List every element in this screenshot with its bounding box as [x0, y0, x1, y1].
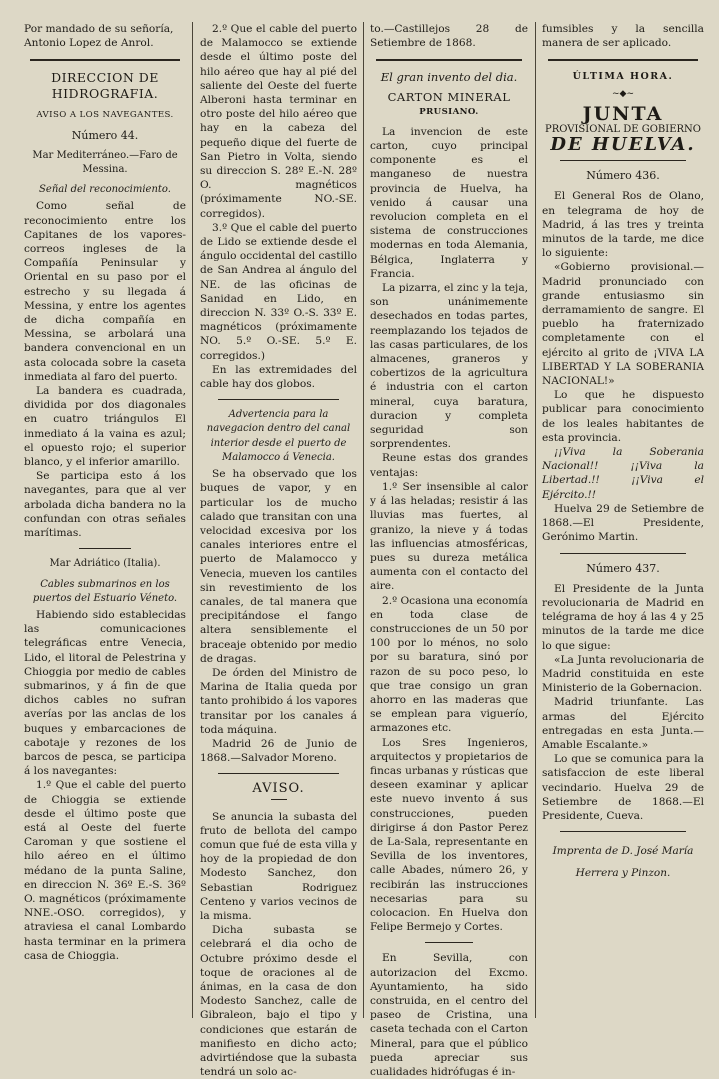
section-heading: DIRECCION DE HIDROGRAFIA. [51, 70, 159, 102]
date-signature: Huelva 29 de Setiembre de 1868.—El Presidente, Gerónimo Martin. [542, 502, 704, 544]
junta-heading: JUNTA [582, 102, 664, 125]
paragraph: ¡¡Viva la Soberania Nacional!! ¡¡Viva la Libertad.!! ¡¡Viva el Ejército.!! [542, 446, 704, 501]
column-2 [200, 22, 358, 1079]
ad-product-sub: PRUSIANO. [419, 106, 479, 117]
paragraph: «La Junta revolucionaria de Madrid constituida en este Ministerio de la Gobernacion. [542, 653, 704, 695]
sea-heading: Mar Adriático (Italia). [49, 558, 161, 570]
divider [560, 160, 686, 161]
paragraph: 2.º Que el cable del puerto de Malamocco se extiende desde el último poste del hilo aéreo que hay al pié del saliente del Oeste del fuerte Alberoni hasta terminar en otro poste del hilo aéreo que hay en la cabeza del pequeño dique del fuerte de San Pietro in Volta, siendo su direccion S. 28º E.-N. 28º O. magnéticos (próximamente NO.-SE. corregidos). [200, 23, 357, 220]
paragraph: Como señal de reconocimiento entre los Capitanes de los vapores-correos ingleses de la Compañía Peninsular y Oriental en su paso por el estrecho y su llegada á Messina, y entre los agentes de dicha compañía en Messina, se arbolará una bandera convencional en un asta colocada sobre la caseta inmediata al faro del puerto. [24, 200, 186, 383]
paragraph: Lo que se comunica para la satisfaccion de este liberal vecindario. Huelva 29 de Setiembre de 1868.—El Presidente, Cueva. [542, 753, 704, 822]
paragraph: Se anuncia la subasta del fruto de bellota del campo comun que fué de esta villa y hoy de la propiedad de don Modesto Sanchez, don Sebastian Rodriguez Centeno y varios vecinos de la misma. [200, 810, 357, 922]
signature-line: Antonio Lopez de Anrol. [24, 37, 154, 50]
paragraph: 1.º Que el cable del puerto de Chioggia se extiende desde el último poste que está al Oeste del fuerte Caroman y que sostiene el hilo aéreo en el último médano de la punta Saline, en direccion N. 36º E.-S. 36º O. magnéticos (próximamente NNE.-OSO. corregidos), y atraviesa el canal Lombardo hasta terminar en la primera casa de Chioggia. [24, 779, 186, 962]
column-4 [542, 22, 704, 1020]
column-divider [535, 22, 536, 1018]
huelva-heading: DE HUELVA. [550, 134, 696, 156]
notice-number: Número 44. [71, 128, 139, 142]
divider [79, 548, 131, 549]
printer-line: Imprenta de D. José María [552, 845, 694, 858]
column-1 [24, 22, 186, 1020]
paragraph: 2.º Ocasiona una economía en toda clase de construcciones de un 50 por 100 por lo ménos, no solo por su baratura, sinó por razon de su poco peso, lo que trae consigo un gran ahorro en las maderas que se emplean para viguerío, armazones etc. [370, 594, 528, 735]
printer-line: Herrera y Pinzon. [575, 867, 671, 880]
notice-number: Número 437. [586, 561, 660, 575]
paragraph: La pizarra, el zinc y la teja, son unánimemente desechados en todas partes, reemplazando los tejados de las casas particulares, de los almacenes, graneros y cobertizos de la agricultura é industria con el carton mineral, cuya baratura, duracion y completa seguridad son sorprendentes. [370, 282, 529, 451]
divider [30, 59, 180, 61]
paragraph: Se ha observado que los buques de vapor, y en particular los de mucho calado que transitan con una velocidad excesiva por los canales interiores entre el puerto de Malamocco y Venecia, mueven los cantiles sin revestimiento de los canales, de tal manera que precipitándose el fango altera sensiblemente el braceaje obtenido por medio de dragas. [200, 468, 357, 665]
paragraph: fumsibles y la sencilla manera de ser aplicado. [542, 23, 704, 50]
aviso-heading: AVISO. [252, 781, 305, 797]
divider [218, 773, 339, 774]
divider [560, 831, 686, 832]
paragraph: El General Ros de Olano, en telegrama de hoy de Madrid, á las tres y treinta minutos de la tarde, me dice lo siguiente: [542, 190, 704, 260]
divider [425, 942, 473, 943]
paragraph: En Sevilla, con autorizacion del Excmo. Ayuntamiento, ha sido construida, en el centro del paseo de Cristina, una caseta techada con el Carton Mineral, para que el público pueda apreciar sus cualidades hidrófugas é in- [370, 952, 528, 1079]
column-divider [363, 22, 364, 1018]
paragraph: Se participa esto á los navegantes, para que al ver arbolada dicha bandera no la confundan con otras señales marítimas. [24, 470, 186, 540]
column-divider [192, 22, 193, 1018]
divider [560, 553, 686, 554]
date-signature: Madrid 26 de Junio de 1868.—Salvador Moreno. [200, 737, 357, 765]
ornament-rule [271, 799, 287, 800]
paragraph: «Gobierno provisional.—Madrid pronunciado con grande entusiasmo sin derramamiento de sangre. El pueblo ha fraternizado completamente con el ejército al grito de ¡VIVA LA LIBERTAD Y LA SOBERANIA NACIONAL!» [542, 261, 704, 388]
notice-title: Señal del reconocimiento. [39, 184, 171, 196]
paragraph: En las extremidades del cable hay dos globos. [200, 363, 357, 391]
paragraph: Lo que he dispuesto publicar para conocimiento de los leales habitantes de esta provincia. [542, 389, 704, 444]
signature-line: Por mandado de su señoría, [24, 23, 174, 35]
notice-title: Cables submarinos en los puertos del Estuario Véneto. [32, 578, 178, 604]
paragraph: Reune estas dos grandes ventajas: [370, 452, 528, 479]
paragraph: La bandera es cuadrada, dividida por dos diagonales en cuatro triángulos El inmediato á la vaina es azul; el opuesto rojo; el superior blanco, y el inferior amarillo. [24, 385, 186, 469]
notice-number: Número 436. [586, 169, 660, 183]
paragraph: to.—Castillejos 28 de Setiembre de 1868. [370, 23, 528, 50]
paragraph: Habiendo sido establecidas las comunicaciones telegráficas entre Venecia, Lido, el litoral de Pelestrina y Chioggia por medio de cables submarinos, y á fin de que dichos cables no sufran averías por las anclas de los buques y embarcaciones de cabotaje y rezones de los barcos de pesca, se participa á los navegantes: [24, 608, 186, 778]
ad-product-name: CARTON MINERAL [387, 89, 511, 104]
paragraph: 1.º Ser insensible al calor y á las heladas; resistir á las lluvias mas fuertes, al granizo, la nieve y á todas las influencias atmosféricas, pues su dureza metálica aumenta con el contacto del aire. [370, 480, 528, 593]
column-3 [370, 22, 529, 1079]
paragraph: 3.º Que el cable del puerto de Lido se extiende desde el ángulo occidental del castillo de San Andrea al ángulo del NE. de las oficinas de Sanidad en Lido, en direccion N. 33º O.-S. 33º E. magnéticos (próximamente NO. 5.º O.-SE. 5.º E. corregidos.) [200, 221, 358, 362]
sea-heading: Mar Mediterráneo.—Faro de Messina. [32, 149, 178, 176]
printer-imprint [542, 840, 704, 884]
paragraph: La invencion de este carton, cuyo principal componente es el manganeso de nuestra provincia de Huelva, ha venido á causar una revolucion completa en el sistema de construcciones modernas en toda Alemania, Bélgica, Inglaterra y Francia. [370, 125, 528, 280]
paragraph: Dicha subasta se celebrará el dia ocho de Octubre próximo desde el toque de oraciones al de ánimas, en la casa de don Modesto Sanchez, calle de Gibraleon, bajo el tipo y condiciones que estarán de manifiesto en dicho acto; advirtiéndose que la subasta tendrá un solo ac- [200, 924, 357, 1079]
ad-title: El gran invento del dia. [380, 70, 518, 85]
junta-subheading: PROVISIONAL DE GOBIERNO [544, 124, 701, 136]
paragraph: Madrid triunfante. Las armas del Ejército entregadas en esta Junta.—Amable Escalante.» [542, 696, 704, 751]
divider [376, 59, 522, 61]
paragraph: De órden del Ministro de Marina de Italia queda por tanto prohibido á los vapores transitar por los canales á toda máquina. [200, 666, 358, 736]
notice-title: Advertencia para la navegacion dentro del canal interior desde el puerto de Malamocco á Venecia. [206, 409, 351, 463]
divider [218, 399, 339, 400]
paragraph: Los Sres Ingenieros, arquitectos y propietarios de fincas urbanas y rústicas que deseen examinar y aplicar este nuevo invento á sus construcciones, pueden dirigirse á don Pastor Perez de La-Sala, representante en Sevilla de los inventores, calle Abades, número 26, y recibirán las instrucciones necesarias para su colocacion. En Huelva don Felipe Bermejo y Cortes. [370, 736, 528, 934]
paragraph: El Presidente de la Junta revolucionaria de Madrid en telégrama de hoy á las 4 y 25 minutos de la tarde me dice lo que sigue: [542, 582, 704, 652]
ultima-hora-heading: ÚLTIMA HORA. [572, 71, 674, 83]
divider [548, 59, 698, 61]
section-subheading: AVISO A LOS NAVEGANTES. [36, 110, 174, 121]
ornament-icon: ~◆~ [611, 88, 634, 99]
